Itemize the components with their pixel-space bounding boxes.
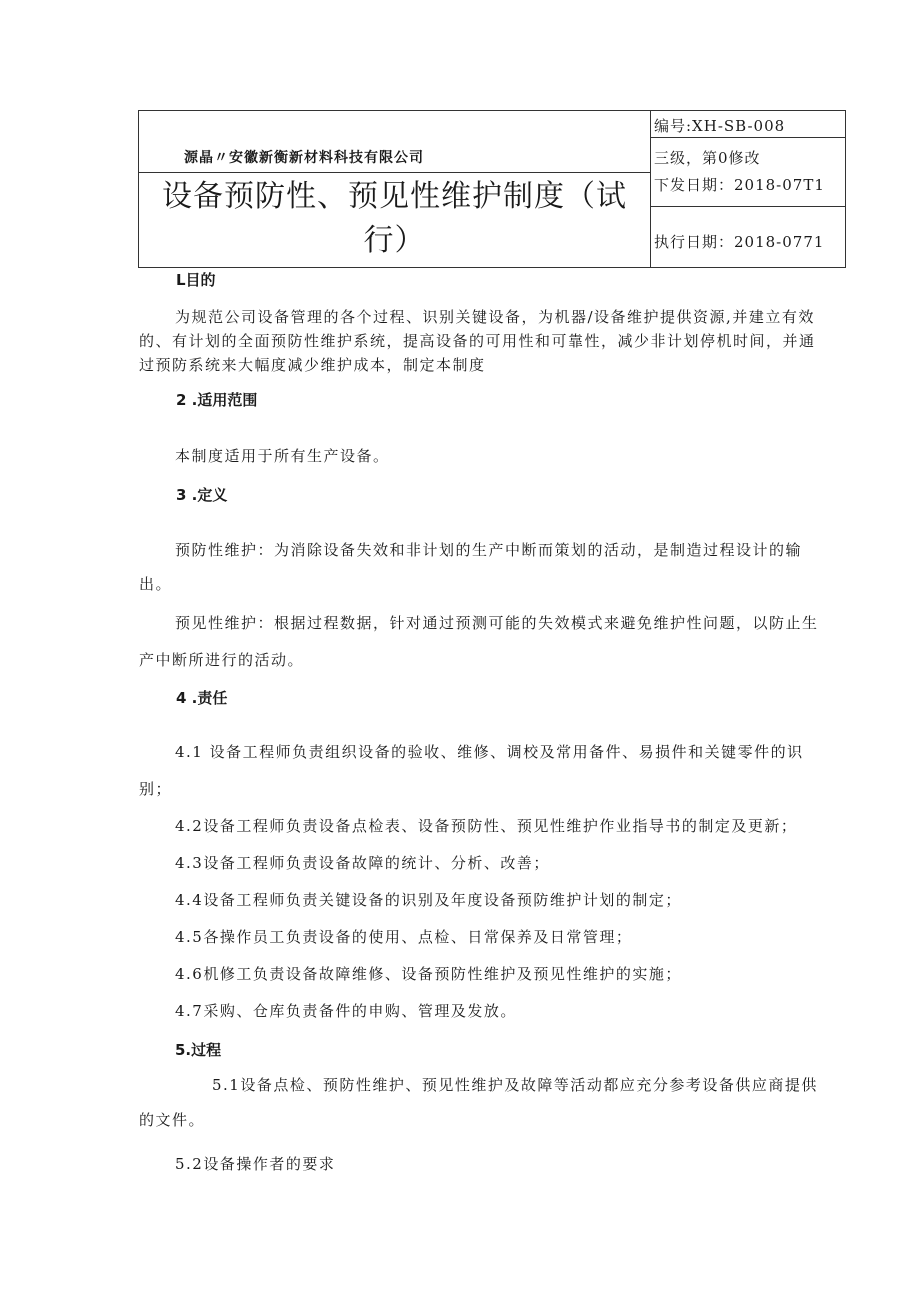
section-1-heading: L目的 [176, 271, 216, 289]
section-1-line-3: 过预防系统来大幅度减少维护成本，制定本制度 [139, 356, 486, 374]
section-5-item-2: 5.2设备操作者的要求 [175, 1155, 336, 1173]
document-title-line-1: 设备预防性、预见性维护制度（试 [162, 179, 627, 214]
section-3-line-3: 预见性维护：根据过程数据，针对通过预测可能的失效模式来避免维护性问题，以防止生 [175, 614, 819, 632]
table-divider-right-1 [650, 137, 845, 138]
table-divider-left [139, 172, 650, 173]
section-1-line-2: 的、有计划的全面预防性维护系统，提高设备的可用性和可靠性，减少非计划停机时间，并通 [139, 332, 816, 350]
section-5-item-1-line-2: 的文件。 [139, 1111, 206, 1129]
section-4-item-1-line-1: 4.1 设备工程师负责组织设备的验收、维修、调校及常用备件、易损件和关键零件的识 [175, 743, 804, 761]
section-5-item-1-line-1: 5.1设备点检、预防性维护、预见性维护及故障等活动都应充分参考设备供应商提供 [212, 1076, 818, 1094]
document-number: 编号:XH-SB-008 [654, 117, 786, 135]
section-4-item-2: 4.2设备工程师负责设备点检表、设备预防性、预见性维护作业指导书的制定及更新； [175, 817, 798, 835]
section-5-heading: 5.过程 [175, 1041, 222, 1059]
section-4-item-7: 4.7采购、仓库负责备件的申购、管理及发放。 [175, 1002, 517, 1020]
section-4-item-1-line-2: 别； [139, 780, 173, 798]
section-4-item-5: 4.5各操作员工负责设备的使用、点检、日常保养及日常管理； [175, 928, 633, 946]
section-3-line-2: 出。 [139, 575, 173, 593]
section-3-line-4: 产中断所进行的活动。 [139, 651, 305, 669]
section-4-heading: 4 .责任 [176, 689, 228, 707]
document-level: 三级，第0修改 [654, 149, 761, 167]
document-title [139, 175, 650, 263]
section-2-heading: 2 .适用范围 [176, 391, 258, 409]
section-2-line-1: 本制度适用于所有生产设备。 [175, 447, 390, 465]
table-divider-right-2 [650, 206, 845, 207]
section-3-heading: 3 .定义 [176, 486, 228, 504]
table-divider-vertical [650, 111, 651, 267]
issue-date: 下发日期：2018-07T1 [654, 176, 825, 194]
company-name: 源晶〃安徽新衡新材料科技有限公司 [184, 150, 424, 166]
section-4-item-3: 4.3设备工程师负责设备故障的统计、分析、改善； [175, 854, 550, 872]
document-title-line-2: 行） [363, 223, 426, 258]
section-3-line-1: 预防性维护：为消除设备失效和非计划的生产中断而策划的活动，是制造过程设计的输 [175, 541, 803, 559]
document-header-table [138, 110, 846, 268]
execution-date: 执行日期：2018-0771 [654, 233, 825, 251]
section-4-item-6: 4.6机修工负责设备故障维修、设备预防性维护及预见性维护的实施； [175, 965, 682, 983]
section-4-item-4: 4.4设备工程师负责关键设备的识别及年度设备预防维护计划的制定； [175, 891, 682, 909]
section-1-line-1: 为规范公司设备管理的各个过程、识别关键设备，为机器/设备维护提供资源,并建立有效 [175, 308, 815, 326]
